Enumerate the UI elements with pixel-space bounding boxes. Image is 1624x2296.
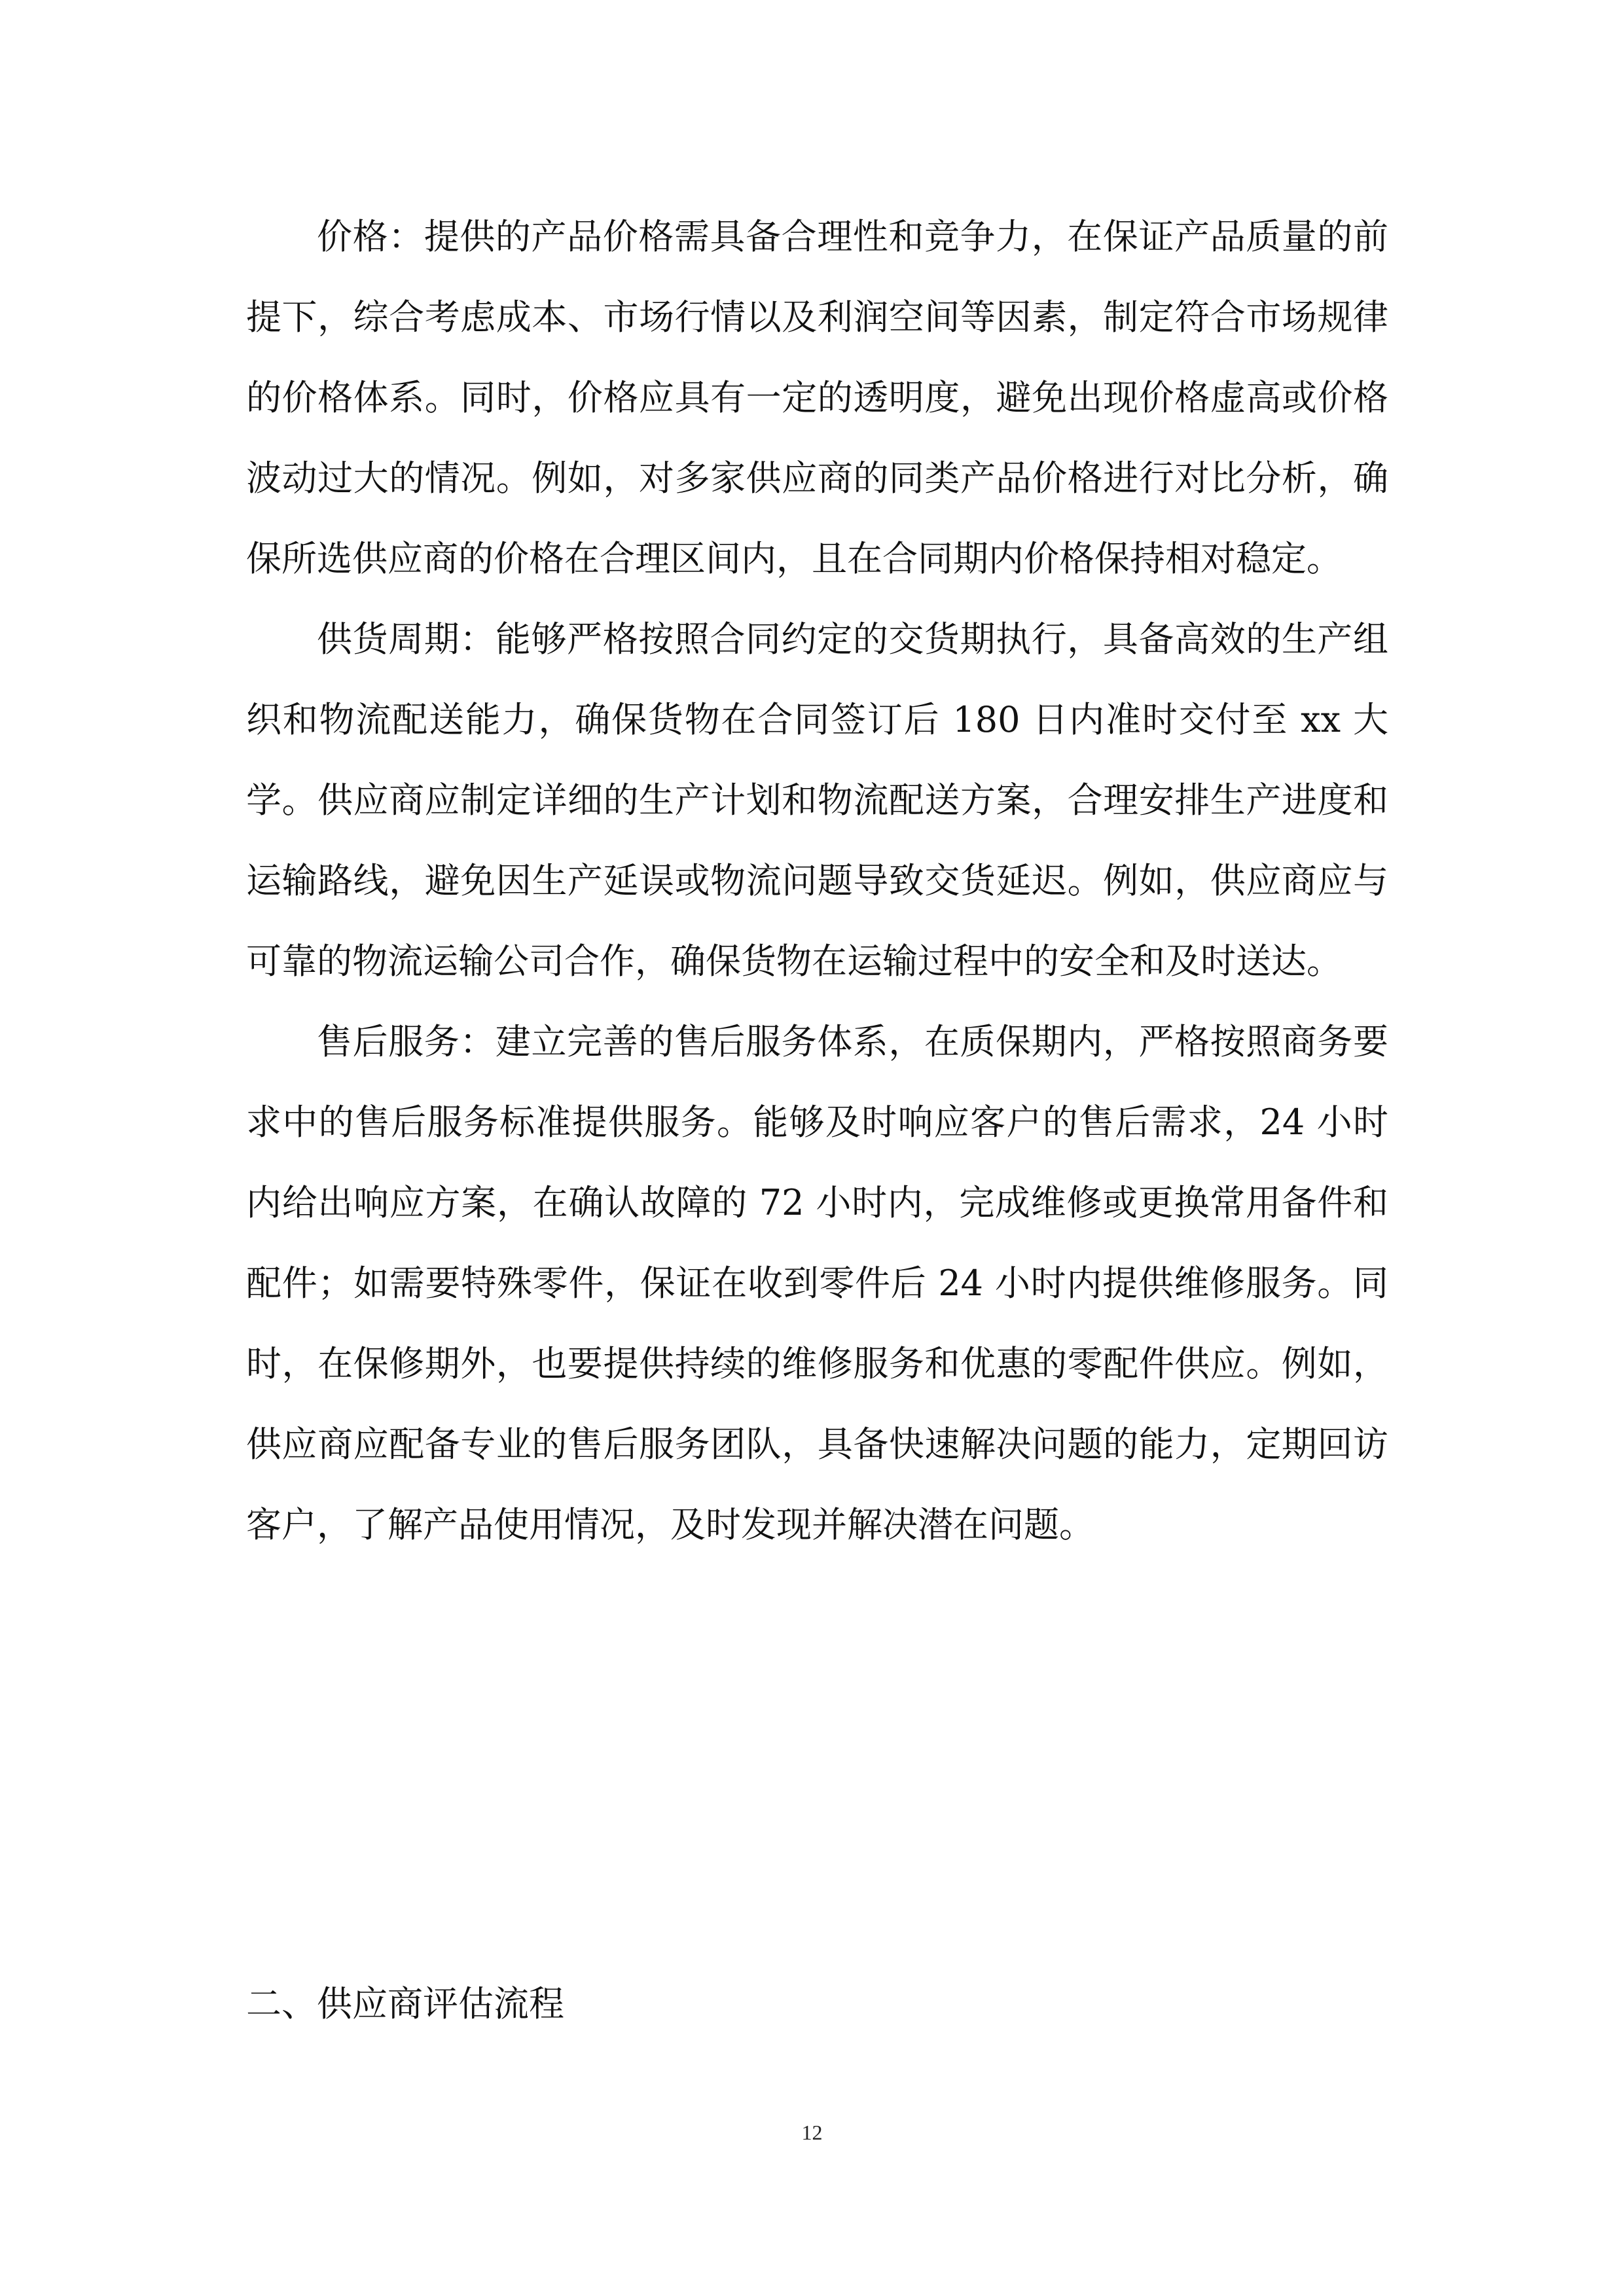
paragraph-price: 价格：提供的产品价格需具备合理性和竞争力，在保证产品质量的前提下，综合考虑成本、市场行情以及利润空间等因素，制定符合市场规律的价格体系。同时，价格应具有一定的透明度，避免出现价格虚高或价格波动过大的情况。例如，对多家供应商的同类产品价格进行对比分析，确保所选供应商的价格在合理区间内，且在合同期内价格保持相对稳定。 xyxy=(246,216,1388,579)
page-number: 12 xyxy=(801,2121,823,2144)
paragraph-after-sales: 售后服务：建立完善的售后服务体系，在质保期内，严格按照商务要求中的售后服务标准提供服务。能够及时响应客户的售后需求，24 小时内给出响应方案，在确认故障的 72 小时内，完成维修或更换常用备件和配件；如需要特殊零件，保证在收到零件后 24 小时内提供维修服务。同时，在保修期外，也要提供持续的维修服务和优惠的零配件供应。例如，供应商应配备专业的售后服务团队，具备快速解决问题的能力，定期回访客户，了解产品使用情况，及时发现并解决潜在问题。 xyxy=(246,1021,1388,1545)
paragraph-delivery-cycle: 供货周期：能够严格按照合同约定的交货期执行，具备高效的生产组织和物流配送能力，确保货物在合同签订后 180 日内准时交付至 xx 大学。供应商应制定详细的生产计划和物流配送方案，合理安排生产进度和运输路线，避免因生产延误或物流问题导致交货延迟。例如，供应商应与可靠的物流运输公司合作，确保货物在运输过程中的安全和及时送达。 xyxy=(246,619,1388,982)
body-text xyxy=(246,196,1388,2024)
section-heading: 二、供应商评估流程 xyxy=(246,1983,564,2024)
